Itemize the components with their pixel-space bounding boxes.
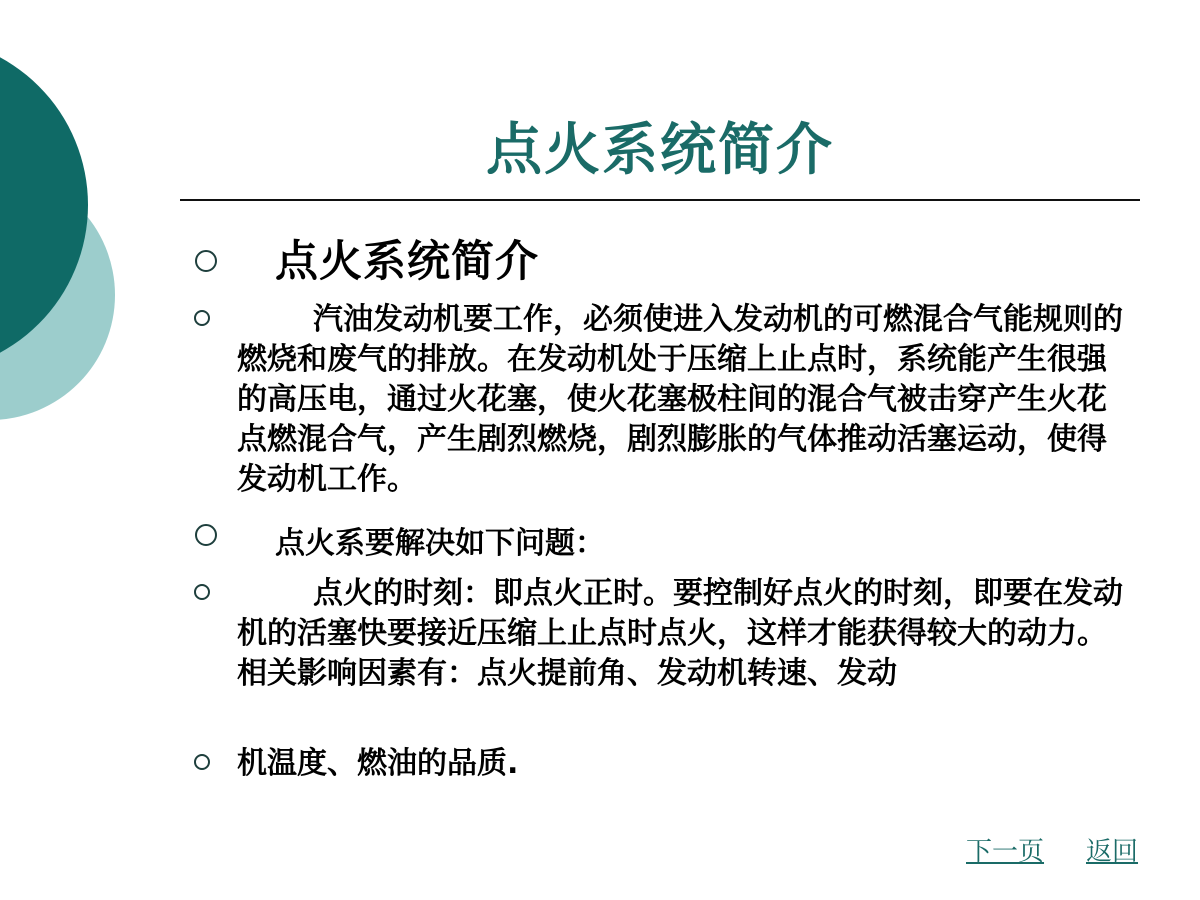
decorative-circles [0, 0, 200, 520]
bullet-circle-icon [194, 310, 210, 326]
intro-paragraph: 汽油发动机要工作，必须使进入发动机的可燃混合气能规则的燃烧和废气的排放。在发动机处于压缩上止点时，系统能产生很强的高压电，通过火花塞，使火花塞极柱间的混合气被击穿产生火花点燃混合气，产生剧烈燃烧，剧烈膨胀的气体推动活塞运动，使得发动机工作。 [237, 302, 1123, 497]
problems-heading: 点火系要解决如下问题： [275, 526, 605, 561]
bullet-circle-icon [194, 754, 210, 770]
title-divider [180, 199, 1140, 201]
next-page-link[interactable]: 下一页 [966, 837, 1045, 867]
bullet-circle-icon [194, 584, 210, 600]
bullet-circle-icon [195, 524, 217, 546]
timing-paragraph: 点火的时刻：即点火正时。要控制好点火的时刻，即要在发动机的活塞快要接近压缩上止点时点火，这样才能获得较大的动力。相关影响因素有：点火提前角、发动机转速、发动 [237, 576, 1123, 691]
factors-paragraph: 机温度、燃油的品质. [237, 746, 519, 781]
back-link[interactable]: 返回 [1086, 837, 1139, 867]
section-heading: 点火系统简介 [275, 237, 539, 287]
slide-title: 点火系统简介 [486, 118, 834, 183]
bullet-circle-icon [195, 250, 217, 272]
